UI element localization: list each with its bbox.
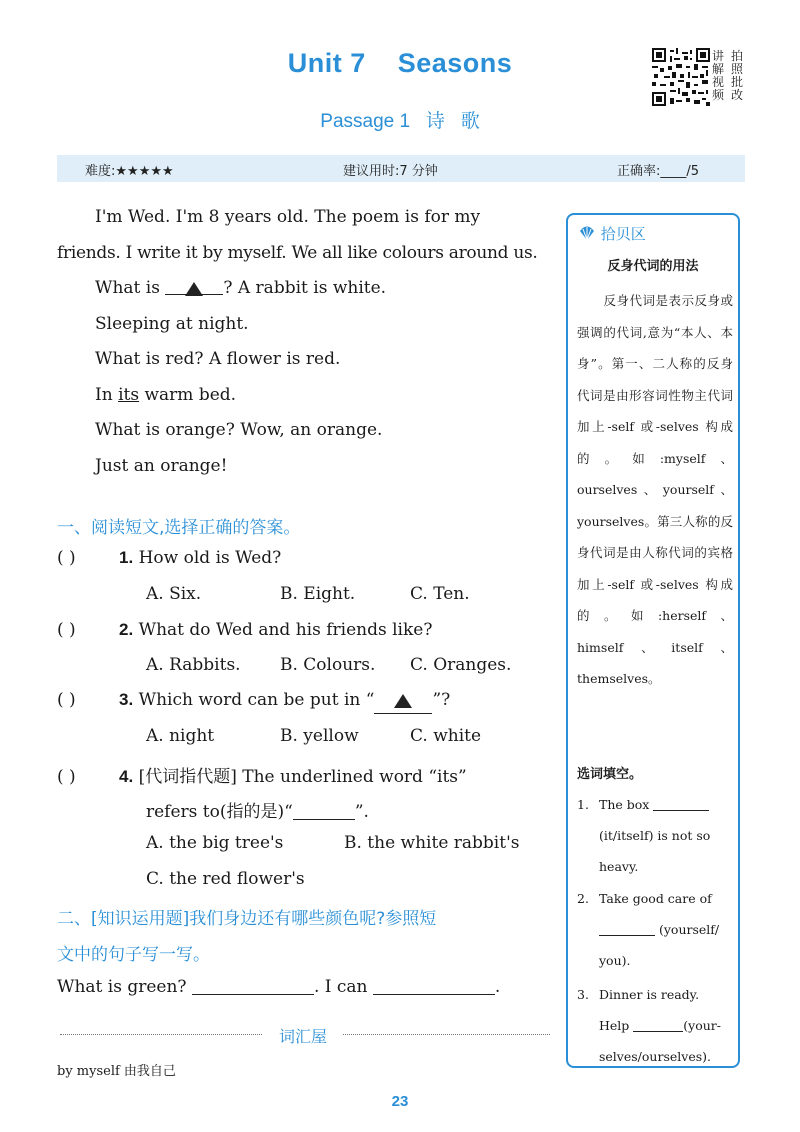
- sidebar-head: 拾贝区: [578, 223, 646, 244]
- exercise-2: 2. Take good care of (yourself/ you).: [577, 891, 720, 968]
- qr-label-char: 批: [731, 75, 744, 89]
- option-b[interactable]: B. the white rabbit's: [344, 833, 520, 853]
- question-2: ( ) 2. What do Wed and his friends like?: [57, 620, 433, 640]
- option-c[interactable]: C. Oranges.: [410, 655, 512, 675]
- option-a[interactable]: A. Six.: [146, 584, 202, 604]
- passage-line: What is orange? Wow, an orange.: [95, 420, 383, 440]
- answer-paren[interactable]: ( ): [57, 620, 76, 640]
- option-b[interactable]: B. Eight.: [280, 584, 356, 604]
- option-a[interactable]: A. Rabbits.: [146, 655, 241, 675]
- answer-blank[interactable]: [599, 921, 655, 936]
- passage-subtitle: Passage 1 诗 歌: [320, 111, 480, 132]
- passage-line: Just an orange!: [95, 455, 228, 476]
- option-c[interactable]: C. white: [410, 726, 482, 746]
- answer-paren[interactable]: ( ): [57, 690, 76, 710]
- section2-answer: What is green? . I can .: [57, 977, 501, 997]
- exercise-3: 3. Dinner is ready. Help (your- selves/ourselves).: [577, 987, 721, 1064]
- answer-blank[interactable]: [653, 796, 709, 811]
- qr-label-char: 改: [731, 88, 744, 102]
- question-3: ( ) 3. Which word can be put in “ ”?: [57, 690, 450, 714]
- passage-line: friends. I write it by myself. We all like colours around us.: [57, 242, 538, 263]
- suggested-time: 建议用时:7 分钟: [343, 164, 438, 179]
- passage-line: What is ? A rabbit is white.: [57, 271, 547, 307]
- triangle-icon: [394, 694, 412, 708]
- underlined-its: its: [118, 384, 140, 405]
- sidebar-title: 反身代词的用法: [607, 259, 699, 274]
- option-b[interactable]: B. yellow: [280, 726, 359, 746]
- info-bar: [57, 155, 745, 182]
- option-c[interactable]: C. the red flower's: [146, 869, 305, 889]
- accuracy-field: 正确率:____/5: [617, 164, 700, 179]
- qr-label-char: 频: [712, 88, 725, 102]
- option-a[interactable]: A. the big tree's: [146, 833, 284, 853]
- passage-line: In its warm bed.: [95, 384, 237, 405]
- question-4-line2: refers to(指的是)“ ”.: [146, 802, 369, 822]
- vocab-item: by myself 由我自己: [57, 1064, 176, 1079]
- triangle-icon: [185, 282, 203, 296]
- answer-blank[interactable]: [633, 1017, 683, 1032]
- question-4: ( ) 4. [代词指代题] The underlined word “its”: [57, 767, 467, 787]
- passage-line: Sleeping at night.: [95, 313, 249, 334]
- question-1: ( ) 1. How old is Wed?: [57, 548, 282, 568]
- answer-blank[interactable]: [293, 801, 355, 820]
- qr-label-char: 讲: [712, 49, 725, 63]
- difficulty-rating: 难度:★★★★★: [85, 164, 174, 179]
- unit-title: Unit 7 Seasons: [287, 48, 513, 78]
- exercise-1: 1. The box (it/itself) is not so heavy.: [577, 797, 711, 874]
- section2-heading-cont: 文中的句子写一写。: [57, 945, 210, 965]
- answer-paren[interactable]: ( ): [57, 548, 76, 568]
- option-a[interactable]: A. night: [146, 726, 215, 746]
- page-number: 23: [391, 1093, 409, 1110]
- option-c[interactable]: C. Ten.: [410, 584, 470, 604]
- qr-label: [712, 50, 748, 102]
- answer-paren[interactable]: ( ): [57, 767, 76, 787]
- blank-with-triangle: [374, 693, 432, 714]
- section2-heading: 二、[知识运用题]我们身边还有哪些颜色呢?参照短: [57, 909, 437, 929]
- exercise-heading: 选词填空。: [577, 767, 643, 782]
- tip-sidebar: [566, 213, 740, 1068]
- qr-code-icon[interactable]: [652, 48, 710, 106]
- blank-with-triangle[interactable]: [165, 274, 223, 295]
- qr-label-char: 视: [712, 75, 725, 89]
- vocab-title: 词汇屋: [263, 1024, 343, 1047]
- answer-blank[interactable]: [373, 976, 495, 995]
- passage-line: What is red? A flower is red.: [95, 349, 341, 369]
- section1-heading: 一、阅读短文,选择正确的答案。: [57, 518, 301, 538]
- shell-icon: [578, 225, 596, 241]
- option-b[interactable]: B. Colours.: [280, 655, 376, 675]
- sidebar-body: 反身代词是表示反身或强调的代词,意为“本人、本身”。第一、二人称的反身代词是由形容词性物主代词加上-self 或-selves 构成的。如:myself、ourselves、yourself、yourselves。第三人称的反身代词是由人称代词的宾格加上-self 或-selves 构成的。如:herself、himself、itself、themselves。: [577, 293, 733, 686]
- passage-line: I'm Wed. I'm 8 years old. The poem is for my: [95, 207, 481, 227]
- qr-label-char: 照: [731, 62, 744, 76]
- passage-text: [57, 200, 547, 484]
- qr-label-char: 解: [712, 62, 725, 76]
- answer-blank[interactable]: [192, 976, 314, 995]
- qr-label-char: 拍: [731, 49, 744, 63]
